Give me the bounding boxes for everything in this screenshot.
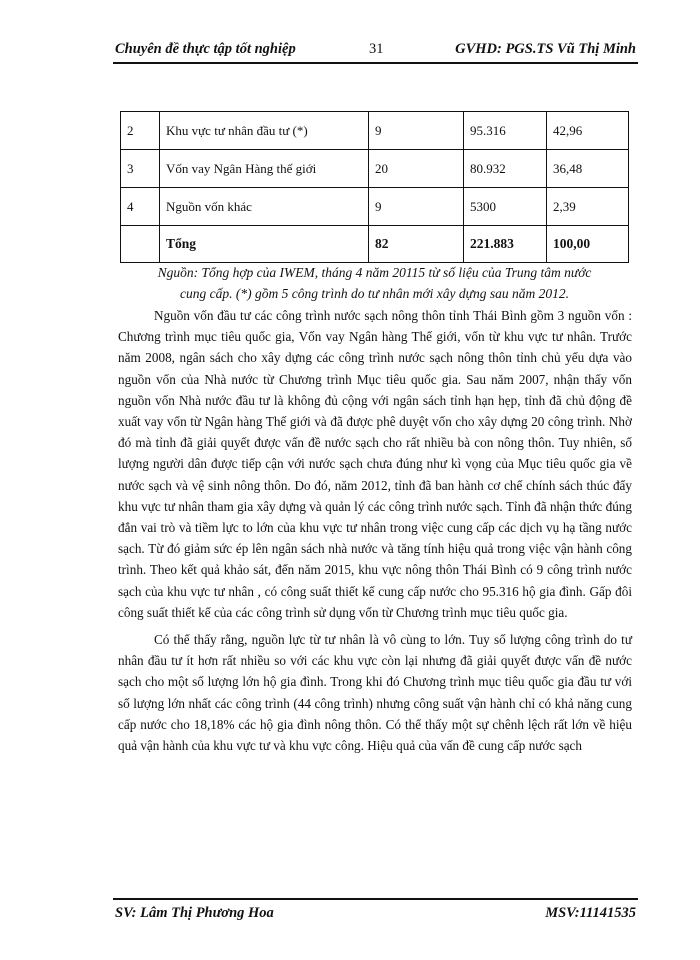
table-total-row — [121, 226, 629, 263]
caption-line: cung cấp. (*) gồm 5 công trình do tư nhân mới xây dựng sau năm 2012. — [179, 286, 569, 301]
header-title: Chuyên đề thực tập tốt nghiệp — [115, 41, 296, 57]
table-cell-source: Vốn vay Ngân Hàng thế giới — [160, 150, 369, 188]
paragraph: Nguồn vốn đầu tư các công trình nước sạch nông thôn tỉnh Thái Bình gồm 3 nguồn vốn : Chương trình mục tiêu quốc gia, Vốn vay Ngân hàng Thế giới, vốn từ khu vực tư nhân. Trước năm 2008, ngân sách cho xây dựng các công trình nước sạch nông thôn tỉnh chủ yếu dựa vào nguồn vốn của Nhà nước từ Chương trình Mục tiêu quốc gia. Sau năm 2007, nhận thấy vốn nguồn vốn Nhà nước đầu tư là không đủ cộng với ngân sách tỉnh hạn hẹp, tỉnh đã chủ động đề xuất vay vốn từ Ngân hàng Thế giới và đã được phê duyệt vốn cho xây dựng 20 công trình. Nhờ đó mà tỉnh đã giải quyết được vấn đề nước sạch cho rất nhiều bà con nông thôn. Tuy nhiên, số lượng người dân được tiếp cận với nước sạch chưa đúng như kì vọng của Mục tiêu quốc gia về nước sạch và vệ sinh nông thôn. Do đó, năm 2012, tỉnh đã ban hành cơ chế chính sách thúc đẩy khu vực tư nhân tham gia xây dựng và quản lý các công trình nước sạch. Tỉnh đã nhận thức đúng đắn vai trò và tiềm lực to lớn của khu vực tư nhân trong việc cung cấp các dịch vụ hạ tầng nước sạch. Từ đó giảm sức ép lên ngân sách nhà nước và tăng tính hiệu quả trong việc vận hành công trình. Theo kết quả khảo sát, đến năm 2015, khu vực nông thôn Thái Bình có 9 công trình nước sạch của khu vực tư nhân , có công suất thiết kế cung cấp nước cho 95.316 hộ gia đình. Gấp đôi công suất thiết kế của các công trình sử dụng vốn từ Chương trình mục tiêu quốc gia. — [118, 308, 632, 620]
header-supervisor: GVHD: PGS.TS Vũ Thị Minh — [455, 41, 636, 57]
table-cell-count: 9 — [369, 112, 464, 150]
table-cell-capacity: 5300 — [464, 188, 547, 226]
table-cell-percent: 36,48 — [547, 150, 629, 188]
table-cell-total-count: 82 — [369, 226, 464, 263]
table-row — [121, 112, 629, 150]
table-cell-index: 4 — [121, 188, 160, 226]
paragraph: Có thể thấy rằng, nguồn lực từ tư nhân là vô cùng to lớn. Tuy số lượng công trình do tư nhân đầu tư ít hơn rất nhiều so với các khu vực còn lại nhưng đã giải quyết được vấn đề nước sạch cho một số lượng lớn hộ gia đình. Trong khi đó Chương trình mục tiêu quốc gia đầu tư với số lượng lớn nhất các công trình (44 công trình) nhưng công suất vận hành chỉ có khả năng cung cấp nước cho 18,18% các hộ gia đình nông thôn. Có thể thấy một sự chênh lệch rất lớn về hiệu quả vận hành của khu vực tư và khu vực công. Hiệu quả của vấn đề cung cấp nước sạch — [118, 632, 632, 754]
table-cell-source: Khu vực tư nhân đầu tư (*) — [160, 112, 369, 150]
page-header — [113, 38, 638, 64]
table-cell-percent: 2,39 — [547, 188, 629, 226]
table-source-caption — [120, 262, 629, 304]
table-cell-total-capacity: 221.883 — [464, 226, 547, 263]
table-cell-index: 2 — [121, 112, 160, 150]
table-cell-index — [121, 226, 160, 263]
footer-student-id: MSV:11141535 — [545, 905, 636, 921]
table-cell-percent: 42,96 — [547, 112, 629, 150]
table-cell-capacity: 80.932 — [464, 150, 547, 188]
body-text — [118, 305, 632, 756]
page-footer — [113, 898, 638, 924]
funding-table — [120, 111, 629, 263]
page-number: 31 — [369, 41, 384, 57]
table-cell-total-percent: 100,00 — [547, 226, 629, 263]
table-cell-count: 20 — [369, 150, 464, 188]
table-row — [121, 188, 629, 226]
table-cell-capacity: 95.316 — [464, 112, 547, 150]
caption-line: Nguồn: Tổng hợp của IWEM, tháng 4 năm 20115 từ số liệu của Trung tâm nước — [157, 265, 592, 280]
footer-student-name: SV: Lâm Thị Phương Hoa — [115, 905, 274, 921]
table-cell-source: Nguồn vốn khác — [160, 188, 369, 226]
table-cell-count: 9 — [369, 188, 464, 226]
table-cell-total-label: Tổng — [160, 226, 369, 263]
table-row — [121, 150, 629, 188]
table-cell-index: 3 — [121, 150, 160, 188]
